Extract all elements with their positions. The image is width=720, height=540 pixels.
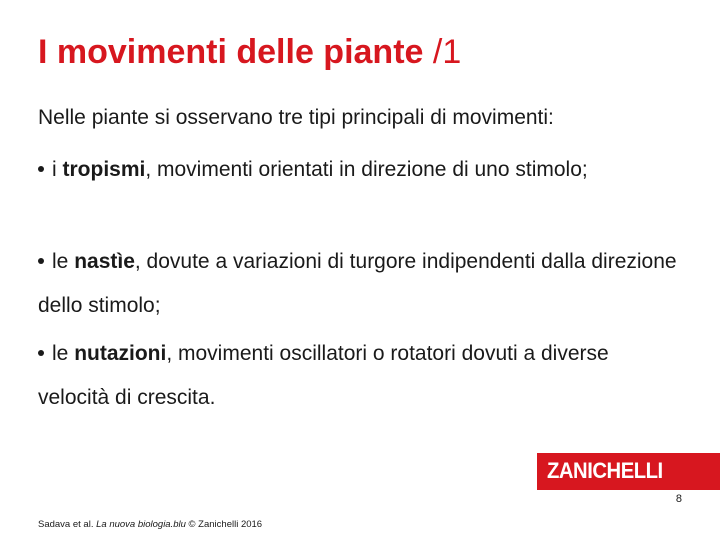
title-main: I movimenti delle piante [38,33,433,71]
bullet-term: tropismi [62,158,146,181]
bullet-dot-icon [38,258,44,264]
slide-title [38,30,461,74]
bullet-prefix: i [52,158,63,181]
bullet-term: nastìe [74,250,135,273]
footer-book-title: La nuova biologia.blu [96,519,186,530]
bullet-dot-icon [38,350,44,356]
footer-citation [38,519,262,530]
bullet-item [38,240,678,328]
footer-publisher: © Zanichelli 2016 [185,519,263,530]
intro-text: Nelle piante si osservano tre tipi principali di movimenti: [38,106,554,129]
bullet-dot-icon [38,166,44,172]
bullet-text: , dovute a variazioni di turgore indipendenti dalla direzione dello stimolo; [38,250,677,317]
publisher-logo [537,453,720,490]
page-number: 8 [675,493,682,505]
bullet-item [38,148,678,192]
bullet-term: nutazioni [74,342,167,365]
bullet-item [38,332,678,420]
bullet-text: , movimenti orientati in direzione di uno stimolo; [145,158,588,181]
title-number: /1 [432,33,462,71]
bullet-text: , movimenti oscillatori o rotatori dovuti a diverse velocità di crescita. [38,342,609,409]
bullet-prefix: le [52,250,75,273]
footer-authors: Sadava et al. [38,519,97,530]
bullet-prefix: le [52,342,75,365]
logo-text: ZANICHELLI [547,458,663,483]
